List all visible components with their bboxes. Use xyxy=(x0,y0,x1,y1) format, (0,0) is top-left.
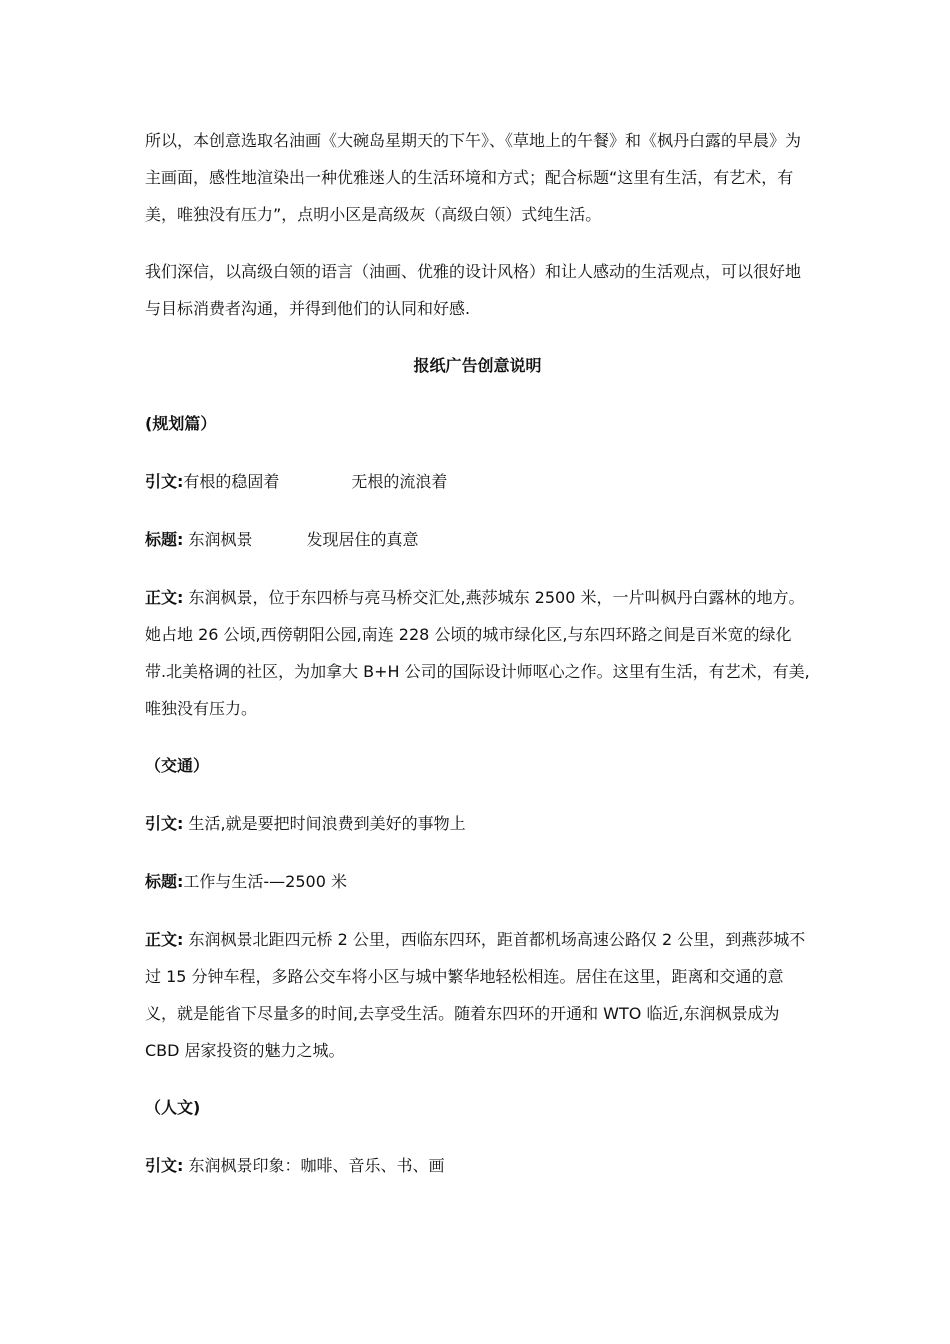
plan-headline xyxy=(145,521,810,558)
culture-lead xyxy=(145,1147,810,1184)
lead-label: 引文: xyxy=(145,1156,184,1175)
plan-lead xyxy=(145,463,810,500)
traffic-body xyxy=(145,921,810,1069)
traffic-body-text: 东润枫景北距四元桥 2 公里，西临东四环，距首都机场高速公路仅 2 公里，到燕莎城不过 15 分钟车程，多路公交车将小区与城中繁华地轻松相连。居住在这里，距离和交通的意义，就是能省下尽量多的时间,去享受生活。随着东四环的开通和 WTO 临近,东润枫景成为 CBD 居家投资的魅力之城。 xyxy=(145,930,806,1060)
section-heading-culture: （人文) xyxy=(145,1098,201,1117)
headline-label: 标题: xyxy=(145,530,184,549)
traffic-lead-text: 生活,就是要把时间浪费到美好的事物上 xyxy=(188,814,466,833)
plan-body-text: 东润枫景，位于东四桥与亮马桥交汇处,燕莎城东 2500 米，一片叫枫丹白露林的地方。她占地 26 公顷,西傍朝阳公园,南连 228 公顷的城市绿化区,与东四环路之间是百米宽的绿化带.北美格调的社区，为加拿大 B+H 公司的国际设计师呕心之作。这里有生活，有艺术，有美,唯独没有压力。 xyxy=(145,588,810,718)
plan-headline-b: 发现居住的真意 xyxy=(306,530,419,549)
section-heading-plan: (规划篇） xyxy=(145,414,217,433)
lead-label: 引文: xyxy=(145,472,184,491)
body-label: 正文: xyxy=(145,930,184,949)
intro-paragraph-1: 所以，本创意选取名油画《大碗岛星期天的下午》、《草地上的午餐》和《枫丹白露的早晨》为主画面，感性地渲染出一种优雅迷人的生活环境和方式；配合标题“这里有生活，有艺术，有美，唯独没有压力”，点明小区是高级灰（高级白领）式纯生活。 xyxy=(145,131,802,224)
section-heading-traffic: （交通） xyxy=(145,756,210,775)
plan-lead-b: 无根的流浪着 xyxy=(351,472,448,491)
plan-headline-a: 东润枫景 xyxy=(188,530,253,549)
traffic-headline-text: 工作与生活-—2500 米 xyxy=(183,872,347,891)
plan-body xyxy=(145,579,810,727)
document-content xyxy=(145,122,810,1205)
plan-lead-a: 有根的稳固着 xyxy=(183,472,280,491)
document-title: 报纸广告创意说明 xyxy=(413,356,542,375)
intro-paragraph-2: 我们深信，以高级白领的语言（油画、优雅的设计风格）和让人感动的生活观点，可以很好地与目标消费者沟通，并得到他们的认同和好感. xyxy=(145,262,802,318)
lead-label: 引文: xyxy=(145,814,184,833)
culture-lead-text: 东润枫景印象：咖啡、音乐、书、画 xyxy=(188,1156,445,1175)
traffic-headline xyxy=(145,863,810,900)
headline-label: 标题: xyxy=(145,872,184,891)
body-label: 正文: xyxy=(145,588,184,607)
traffic-lead xyxy=(145,805,810,842)
